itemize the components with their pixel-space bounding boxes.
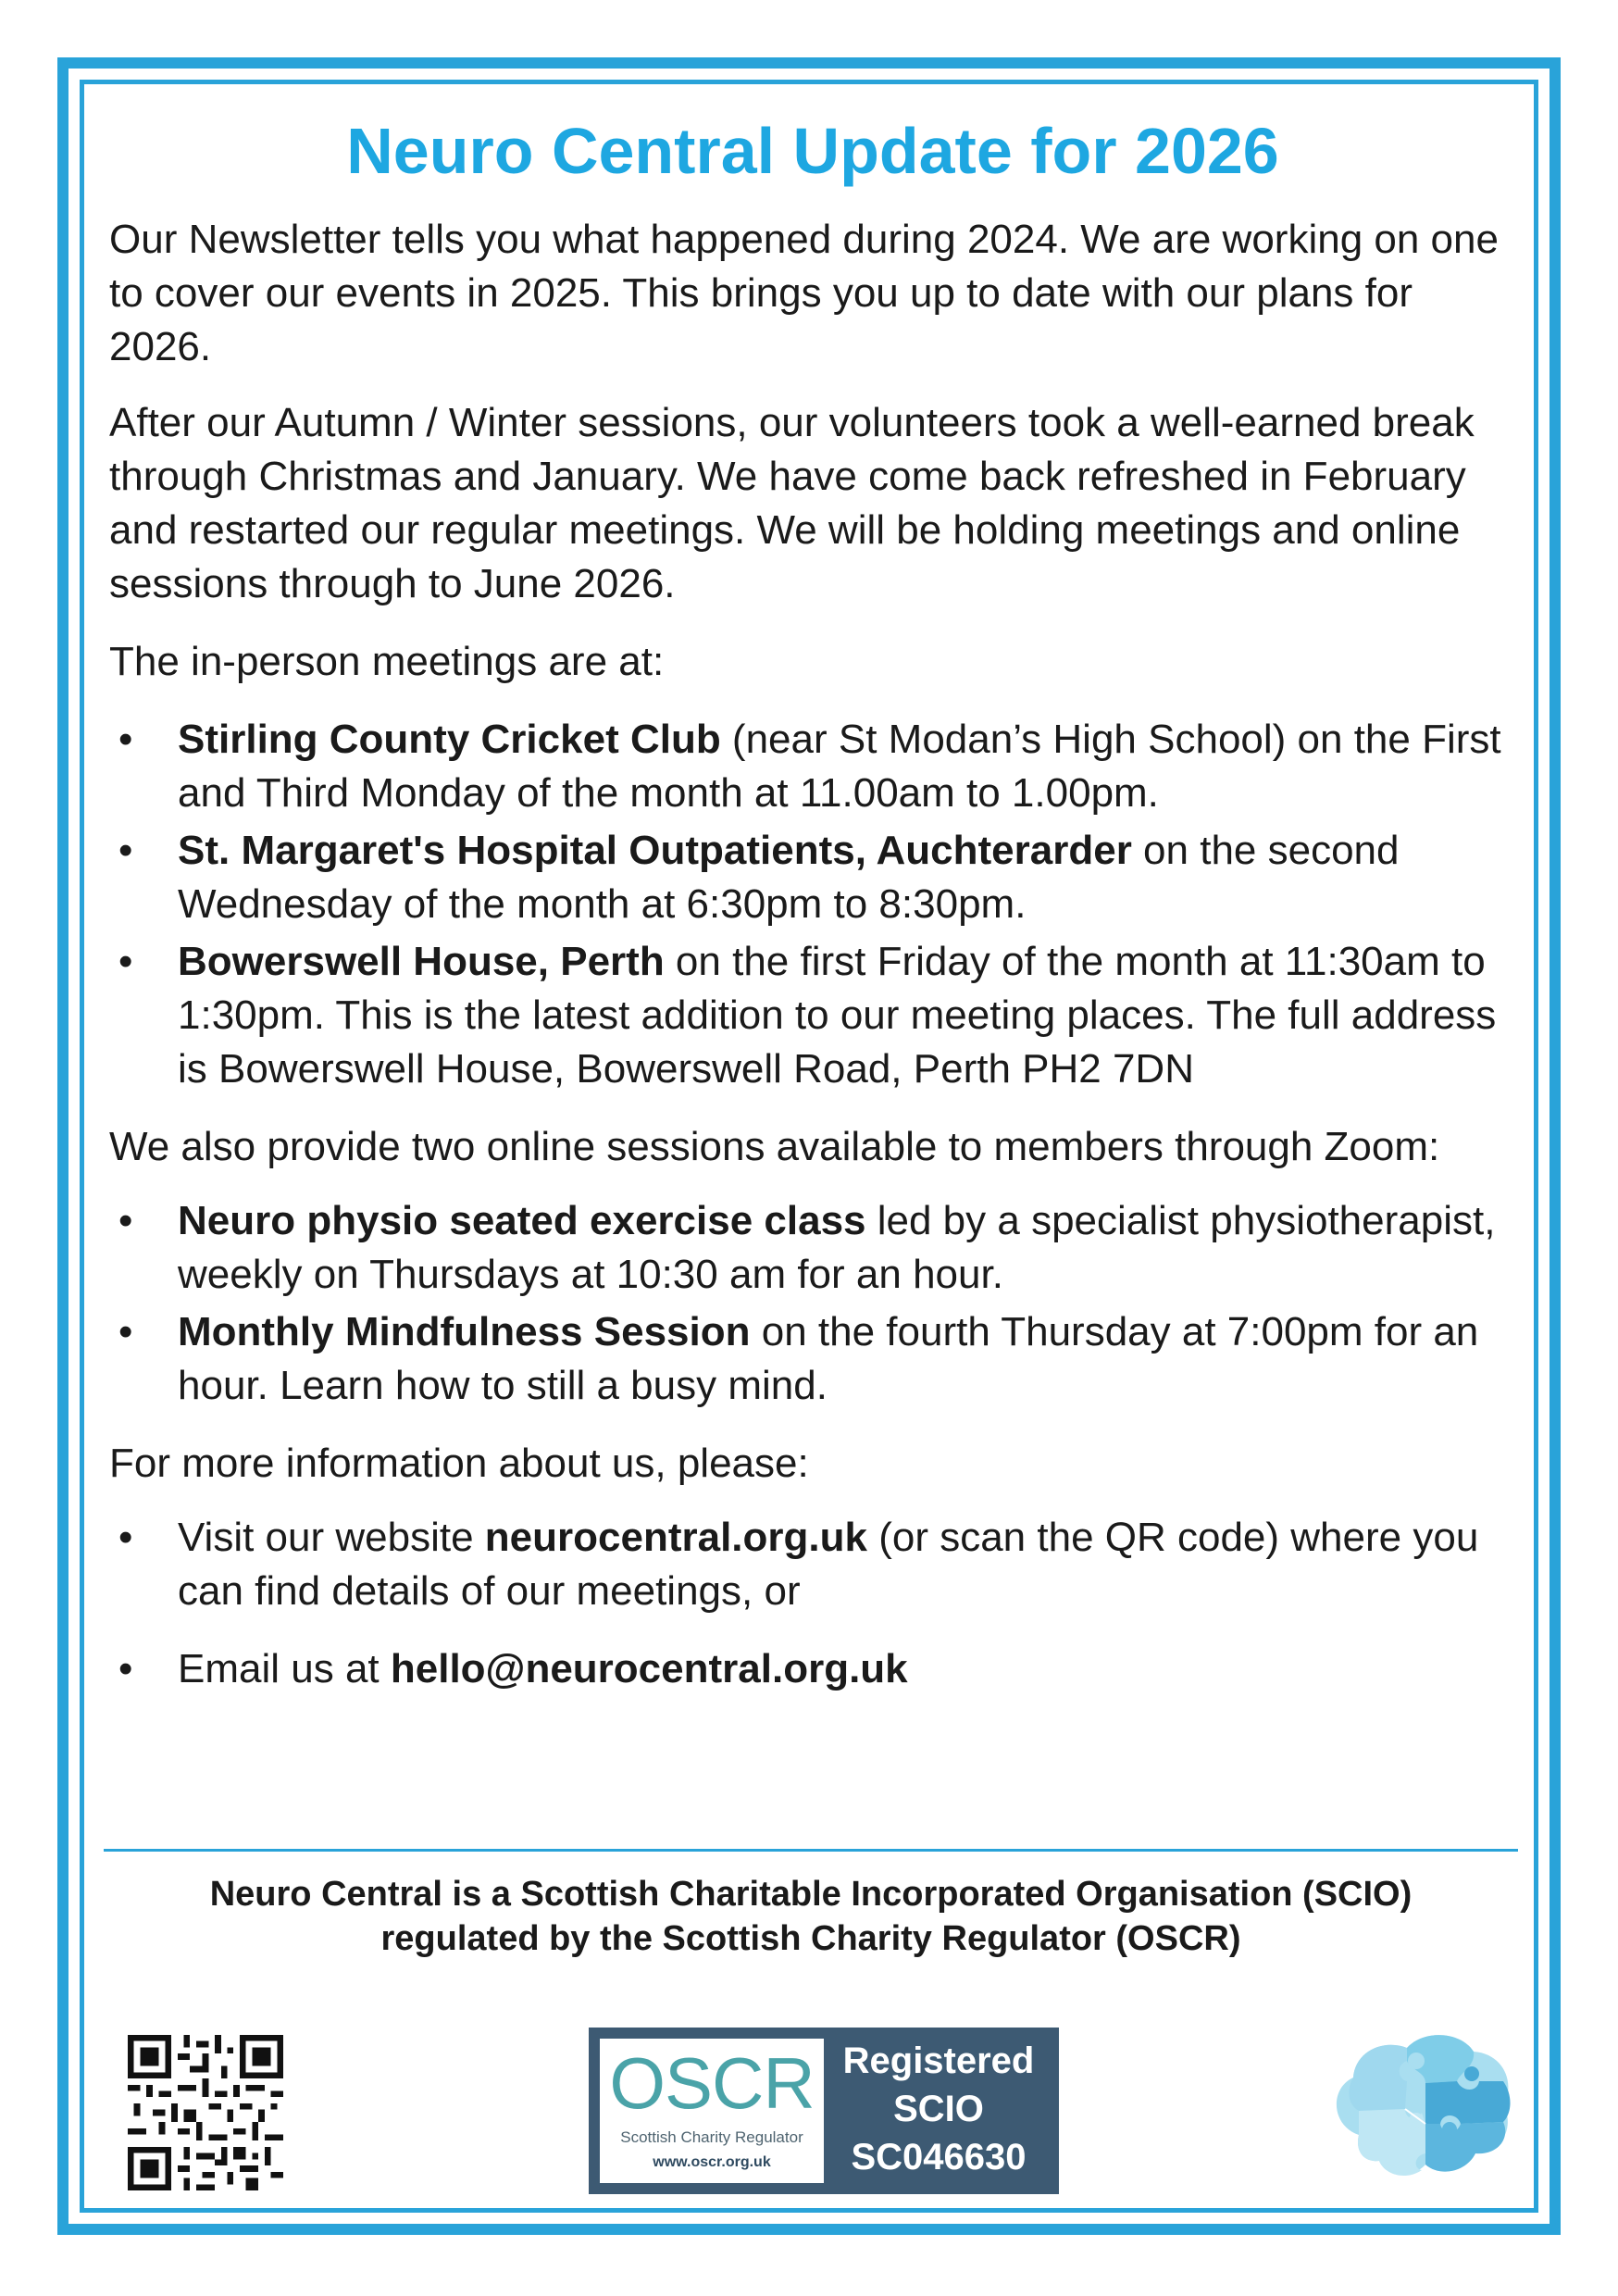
bullet-icon: • [118,1515,133,1560]
session-name: Neuro physio seated exercise class [178,1198,866,1243]
list-item: • Visit our website neurocentral.org.uk (or scan the QR code) where you can find details of our meetings, or [109,1511,1516,1618]
registered-label: Registered [842,2040,1035,2081]
venue-details: (near St Modan’s High School) on the First and Third Monday of the month at 11.00am to 1.00pm. [178,717,1501,816]
online-list [109,1194,1516,1413]
info-intro: For more information about us, please: [109,1441,809,1486]
info-list [109,1511,1516,1696]
bullet-icon: • [118,939,133,984]
bullet-icon: • [118,717,133,762]
venue-name: Stirling County Cricket Club [178,717,721,762]
charity-statement-line-1: Neuro Central is a Scottish Charitable Incorporated Organisation (SCIO) [209,1875,1413,1914]
bullet-icon: • [118,828,133,873]
list-item [109,935,1516,1096]
website-link[interactable]: neurocentral.org.uk [484,1515,867,1560]
oscr-url: www.oscr.org.uk [653,2154,771,2170]
charity-number: SC046630 [851,2137,1027,2177]
in-person-list [109,713,1516,1096]
venue-name: Bowerswell House, Perth [178,939,665,984]
scio-label: SCIO [893,2089,984,2129]
oscr-logo-panel [600,2039,824,2183]
venue-details: on the first Friday of the month at 11:30am to 1:30pm. This is the latest addition to our meeting places. The full address is Bowerswell House, Bowerswell Road, Perth PH2 7DN [178,939,1497,1092]
list-item [109,824,1516,931]
oscr-registration-badge [589,2028,1059,2194]
qr-code-icon[interactable] [128,2035,283,2190]
in-person-heading: The in-person meetings are at: [109,639,665,684]
oscr-subtitle: Scottish Charity Regulator [620,2128,803,2146]
list-item [109,713,1516,820]
bullet-icon: • [118,1646,133,1691]
list-item [109,1194,1516,1302]
bullet-icon: • [118,1309,133,1354]
charity-statement [104,1872,1518,1961]
session-name: Monthly Mindfulness Session [178,1309,751,1354]
oscr-logo: OSCR [609,2042,815,2124]
main-content [109,109,1516,1720]
session-details: on the fourth Thursday at 7:00pm for an hour. Learn how to still a busy mind. [178,1309,1479,1408]
email-link[interactable]: hello@neurocentral.org.uk [390,1646,908,1691]
registration-details [828,2037,1050,2181]
venue-name: St. Margaret's Hospital Outpatients, Auchterarder [178,828,1132,873]
charity-statement-line-2: regulated by the Scottish Charity Regulator (OSCR) [380,1919,1241,1958]
online-intro: We also provide two online sessions available to members through Zoom: [109,1124,1440,1169]
intro-paragraph-2: After our Autumn / Winter sessions, our volunteers took a well-earned break through Christmas and January. We have come back refreshed in February and restarted our regular meetings. We will be holding meetings and online sessions through to June 2026. [109,400,1475,606]
intro-paragraph-1: Our Newsletter tells you what happened during 2024. We are working on one to cover our events in 2025. This brings you up to date with our plans for 2026. [109,217,1499,369]
bullet-icon: • [118,1198,133,1243]
divider [104,1849,1518,1852]
list-item [109,1305,1516,1413]
brain-puzzle-icon [1322,2024,1516,2196]
list-item: • Email us at hello@neurocentral.org.uk [109,1642,1516,1696]
page-title: Neuro Central Update for 2026 [346,115,1279,187]
venue-details: on the second Wednesday of the month at 6:30pm to 8:30pm. [178,828,1400,927]
session-details: led by a specialist physiotherapist, weekly on Thursdays at 10:30 am for an hour. [178,1198,1496,1297]
